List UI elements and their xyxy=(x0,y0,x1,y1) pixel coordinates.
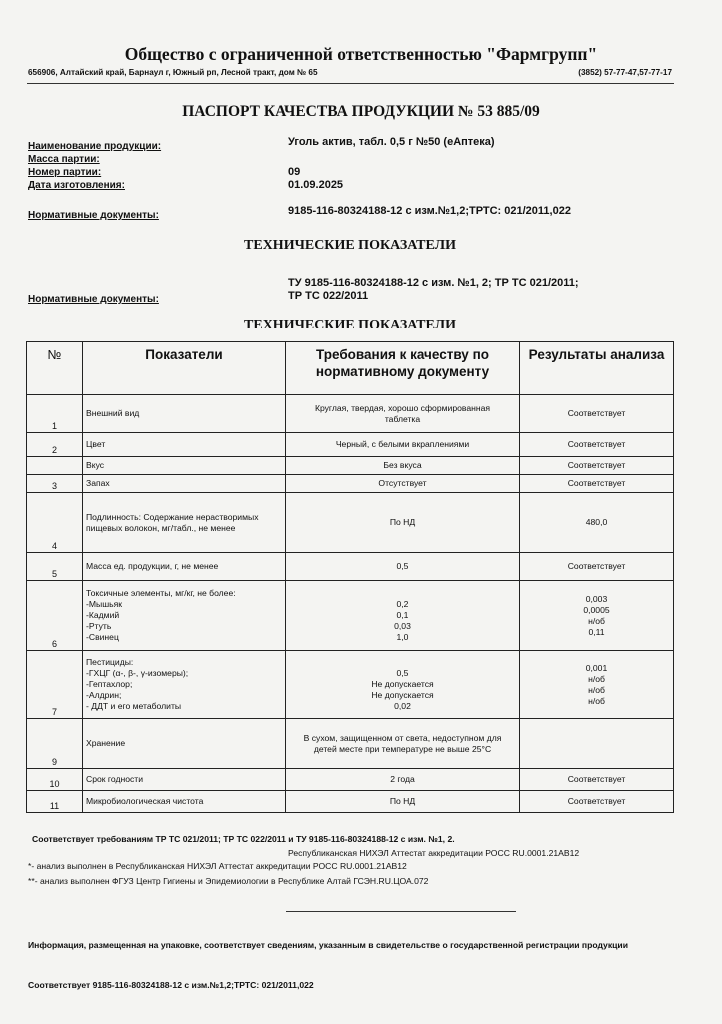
row-number: 6 xyxy=(27,581,83,651)
row-requirement: 0,5 xyxy=(286,553,520,581)
lab-accreditation: Республиканская НИХЭЛ Аттестат аккредитации РОСС RU.0001.21АВ12 xyxy=(288,848,580,858)
row-result: Соответствует xyxy=(520,457,674,475)
manufacture-date-label: Дата изготовления: xyxy=(28,180,125,191)
conformity-statement: Соответствует требованиям ТР ТС 021/2011; ТР ТС 022/2011 и ТУ 9185-116-80324188-12 с изм. №1, 2. xyxy=(32,834,455,844)
table-row xyxy=(27,433,674,457)
row-number: 5 xyxy=(27,553,83,581)
batch-mass-label: Масса партии: xyxy=(28,154,100,165)
row-number: 2 xyxy=(27,433,83,457)
row-result: Соответствует xyxy=(520,791,674,813)
manufacture-date-value: 01.09.2025 xyxy=(288,179,344,191)
row-indicator: Хранение xyxy=(83,719,286,769)
company-address: 656906, Алтайский край, Барнаул г, Южный рп, Лесной тракт, дом № 65 xyxy=(28,68,318,77)
row-requirement: В сухом, защищенном от света, недоступном для детей месте при температуре не выше 25°C xyxy=(286,719,520,769)
normative-docs-label: Нормативные документы: xyxy=(28,210,159,221)
header-number: № xyxy=(27,342,83,395)
table-header-row xyxy=(27,342,674,395)
row-requirement: 0,5 Не допускается Не допускается 0,02 xyxy=(286,651,520,719)
section-title-technical-2: ТЕХНИЧЕСКИЕ ПОКАЗАТЕЛИ xyxy=(244,318,456,328)
table-row xyxy=(27,395,674,433)
row-indicator: Внешний вид xyxy=(83,395,286,433)
table-row xyxy=(27,581,674,651)
passport-title: ПАСПОРТ КАЧЕСТВА ПРОДУКЦИИ № 53 885/09 xyxy=(182,103,540,120)
row-requirement: 2 года xyxy=(286,769,520,791)
row-indicator: Запах xyxy=(83,475,286,493)
row-number: 11 xyxy=(27,791,83,813)
row-number: 4 xyxy=(27,493,83,553)
row-indicator: Срок годности xyxy=(83,769,286,791)
row-requirement: Черный, с белыми вкраплениями xyxy=(286,433,520,457)
row-result: Соответствует xyxy=(520,769,674,791)
table-row xyxy=(27,457,674,475)
lab-note-1: *- анализ выполнен в Республиканская НИХЭЛ Аттестат аккредитации РОСС RU.0001.21АВ12 xyxy=(28,861,407,871)
section-title-technical: ТЕХНИЧЕСКИЕ ПОКАЗАТЕЛИ xyxy=(244,238,456,253)
header-indicator: Показатели xyxy=(83,342,286,395)
company-phone: (3852) 57-77-47,57-77-17 xyxy=(578,68,672,77)
row-result: 480,0 xyxy=(520,493,674,553)
row-indicator: Вкус xyxy=(83,457,286,475)
table-row xyxy=(27,475,674,493)
row-result: Соответствует xyxy=(520,553,674,581)
table-row xyxy=(27,553,674,581)
row-result: Соответствует xyxy=(520,395,674,433)
row-requirement: 0,2 0,1 0,03 1,0 xyxy=(286,581,520,651)
row-number: 3 xyxy=(27,475,83,493)
row-requirement: Без вкуса xyxy=(286,457,520,475)
row-requirement: По НД xyxy=(286,493,520,553)
table-body xyxy=(27,395,674,813)
batch-number-value: 09 xyxy=(288,166,301,178)
row-indicator: Подлинность: Содержание нерастворимых пищевых волокон, мг/табл., не менее xyxy=(83,493,286,553)
row-number: 7 xyxy=(27,651,83,719)
row-indicator: Пестициды: -ГХЦГ (α-, β-, γ-изомеры); -Гептахлор; -Алдрин; - ДДТ и его метаболиты xyxy=(83,651,286,719)
row-requirement: По НД xyxy=(286,791,520,813)
section-normative-value: ТУ 9185-116-80324188-12 с изм. №1, 2; ТР ТС 021/2011; ТР ТС 022/2011 xyxy=(288,277,579,302)
row-indicator: Микробиологическая чистота xyxy=(83,791,286,813)
table-row xyxy=(27,719,674,769)
row-number: 1 xyxy=(27,395,83,433)
row-indicator: Цвет xyxy=(83,433,286,457)
header-result: Результаты анализа xyxy=(520,342,674,395)
row-number: 10 xyxy=(27,769,83,791)
row-result xyxy=(520,719,674,769)
table-row xyxy=(27,493,674,553)
quality-table xyxy=(26,341,674,813)
row-indicator: Токсичные элементы, мг/кг, не более: -Мышьяк -Кадмий -Ртуть -Свинец xyxy=(83,581,286,651)
row-requirement: Отсутствует xyxy=(286,475,520,493)
table-row xyxy=(27,791,674,813)
conformity-statement-2: Соответствует 9185-116-80324188-12 с изм.№1,2;ТРТС: 021/2011,022 xyxy=(28,980,314,990)
header-requirement: Требования к качеству по нормативному документу xyxy=(286,342,520,395)
row-number xyxy=(27,457,83,475)
product-name-label: Наименование продукции: xyxy=(28,141,162,152)
row-result: Соответствует xyxy=(520,475,674,493)
company-name: Общество с ограниченной ответственностью "Фармгрупп" xyxy=(124,44,598,64)
table-row xyxy=(27,769,674,791)
row-requirement: Круглая, твердая, хорошо сформированная таблетка xyxy=(286,395,520,433)
batch-number-label: Номер партии: xyxy=(28,167,102,178)
row-number: 9 xyxy=(27,719,83,769)
header-divider xyxy=(27,83,674,84)
row-result: 0,001 н/об н/об н/об xyxy=(520,651,674,719)
packaging-info: Информация, размещенная на упаковке, соответствует сведениям, указанным в свидетельстве о государственной регистрации продукции xyxy=(28,940,628,950)
normative-docs-value: 9185-116-80324188-12 с изм.№1,2;ТРТС: 021/2011,022 xyxy=(288,205,571,217)
row-result: 0,003 0,0005 н/об 0,11 xyxy=(520,581,674,651)
table-row xyxy=(27,651,674,719)
section-normative-label: Нормативные документы: xyxy=(28,294,159,305)
lab-note-2: **- анализ выполнен ФГУЗ Центр Гигиены и Эпидемиологии в Республике Алтай ГСЭН.RU.ЦОА.072 xyxy=(28,876,429,886)
product-name-value: Уголь актив, табл. 0,5 г №50 (еАптека) xyxy=(288,136,495,148)
signature-line xyxy=(286,911,516,912)
row-result: Соответствует xyxy=(520,433,674,457)
row-indicator: Масса ед. продукции, г, не менее xyxy=(83,553,286,581)
